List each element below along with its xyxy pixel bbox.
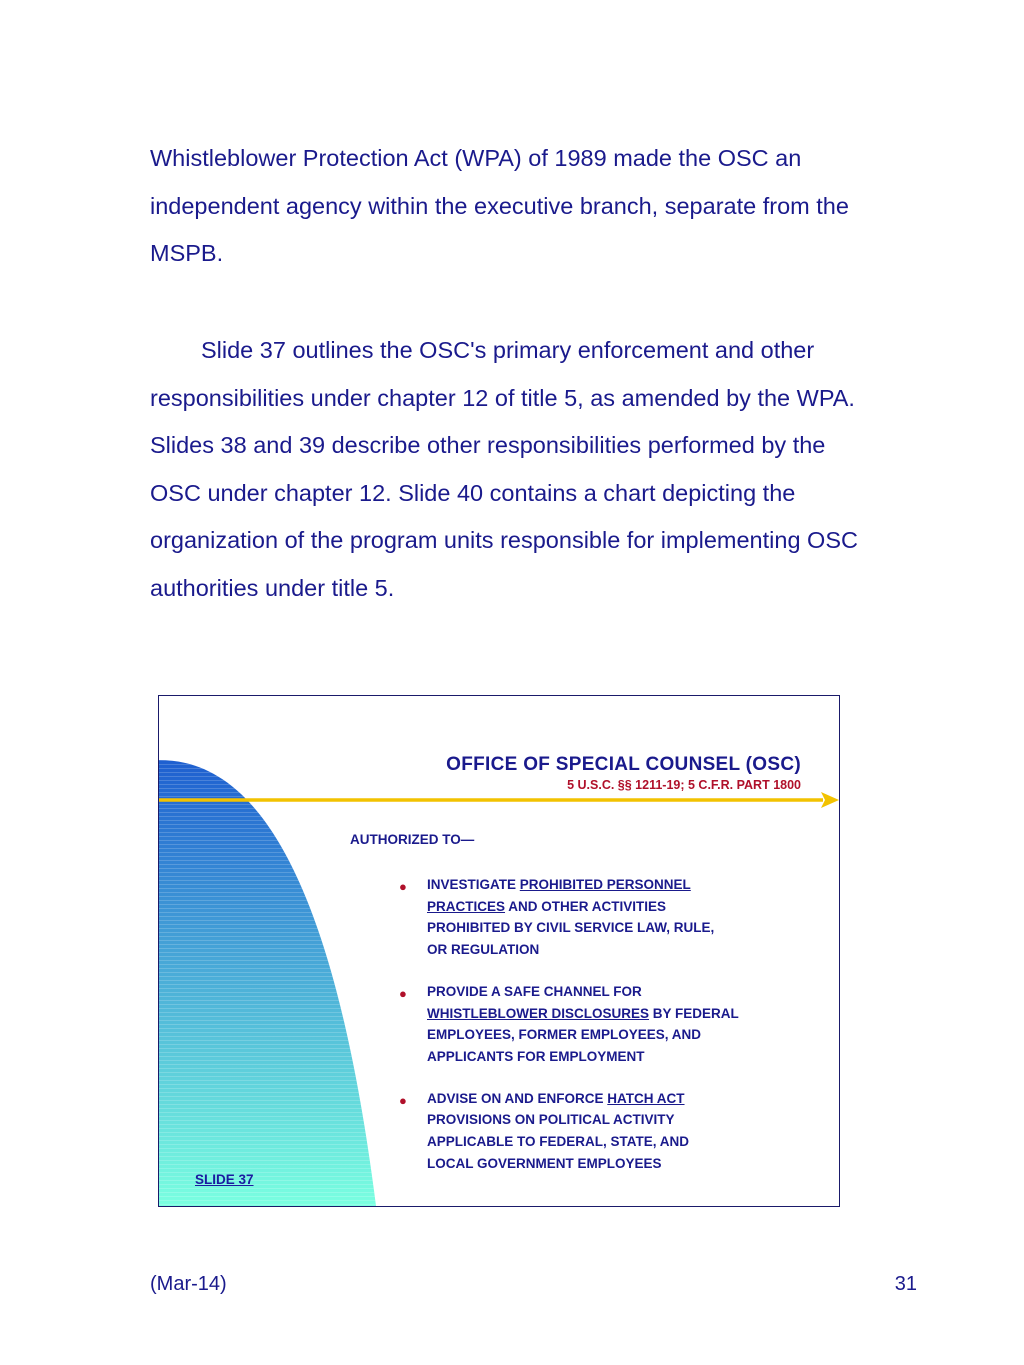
yellow-arrow-head (821, 792, 839, 808)
bullet-icon: ● (399, 985, 407, 1001)
bullet-icon: ● (399, 879, 407, 894)
paragraph-2: Slide 37 outlines the OSC's primary enforcement and other responsibilities under chapter 12 of title 5, as amended by the WPA. Slides 38 and 39 describe other responsibilities performed by the OSC under chapter 12. Slide 40 contains a chart depicting the organization of the program units responsible for implementing OSC authorities under title 5. (150, 337, 858, 601)
slide-number-link[interactable]: SLIDE 37 (195, 1172, 254, 1187)
page-number: 31 (894, 1273, 917, 1295)
responsibility-item: ● ADVISE ON AND ENFORCE HATCH ACT PROVISIONS ON POLITICAL ACTIVITY APPLICABLE TO FEDERAL, STATE, AND LOCAL GOVERNMENT EMPLOYEES (399, 1090, 690, 1171)
hatch-act-term: HATCH ACT (607, 1090, 685, 1106)
responsibility-item: ● PROVIDE A SAFE CHANNEL FOR WHISTLEBLOWER DISCLOSURES BY FEDERAL EMPLOYEES, FORMER EMPLOYEES, AND APPLICANTS FOR EMPLOYMENT (399, 983, 739, 1064)
slide-citation: 5 U.S.C. §§ 1211-19; 5 C.F.R. PART 1800 (567, 778, 801, 792)
bullet-icon: ● (399, 1092, 407, 1108)
prohibited-personnel-practices-term: PROHIBITED PERSONNEL (519, 877, 691, 892)
authorized-to-heading: AUTHORIZED TO— (350, 832, 475, 847)
responsibility-item: ● INVESTIGATE PROHIBITED PERSONNEL PRACTICES AND OTHER ACTIVITIES PROHIBITED BY CIVIL SERVICE LAW, RULE, OR REGULATION (399, 877, 715, 958)
responsibility-list (397, 874, 797, 1194)
paragraph-1: Whistleblower Protection Act (WPA) of 1989 made the OSC an independent agency within the executive branch, separate from the MSPB. (150, 145, 849, 266)
slide-title: OFFICE OF SPECIAL COUNSEL (OSC) (446, 754, 801, 775)
slide-37 (158, 695, 840, 1207)
footer-date: (Mar-14) (150, 1273, 227, 1295)
whistleblower-disclosures-term: WHISTLEBLOWER DISCLOSURES (427, 1005, 649, 1021)
